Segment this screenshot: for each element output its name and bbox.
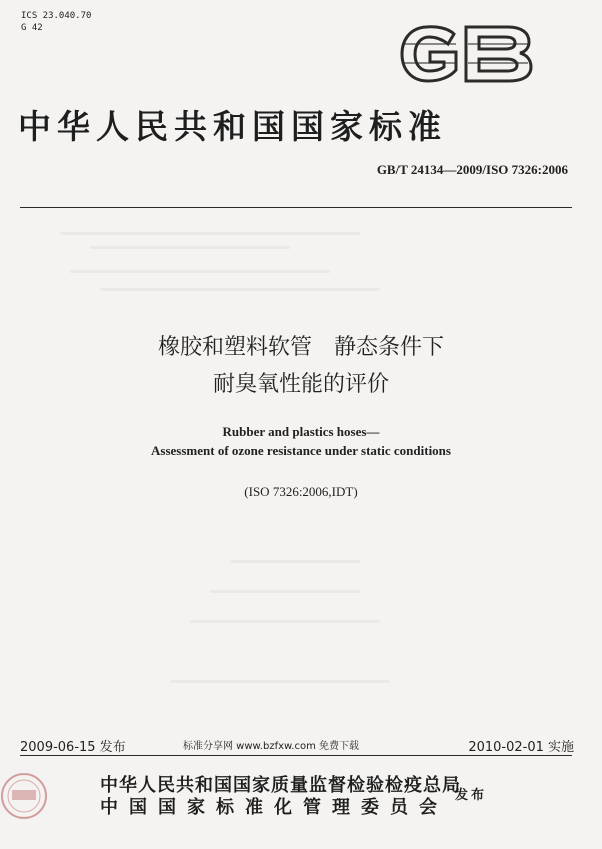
bleed-through-text bbox=[210, 590, 360, 593]
issuer-sac: 中国国家标准化管理委员会 bbox=[100, 797, 448, 818]
national-standard-title: 中华人民共和国国家标准 bbox=[18, 107, 447, 146]
bleed-through-text bbox=[230, 560, 360, 563]
issue-date: 2009-06-15 发布 bbox=[20, 740, 126, 755]
bleed-through-text bbox=[70, 270, 330, 273]
standard-number: GB/T 24134—2009/ISO 7326:2006 bbox=[376, 162, 568, 177]
footer-divider bbox=[20, 755, 572, 756]
title-cn-line1: 橡胶和塑料软管 静态条件下 bbox=[157, 335, 444, 360]
bleed-through-text bbox=[170, 680, 390, 683]
bleed-through-text bbox=[100, 288, 380, 291]
ics-code: ICS 23.040.70 bbox=[21, 11, 92, 21]
issue-label: 发布 bbox=[455, 788, 488, 803]
title-en-line1: Rubber and plastics hoses— bbox=[222, 424, 380, 439]
watermark-link[interactable]: 标准分享网 www.bzfxw.com 免费下载 bbox=[183, 741, 359, 752]
bleed-through-text bbox=[90, 246, 290, 249]
title-cn-line2: 耐臭氧性能的评价 bbox=[212, 372, 389, 397]
class-code: G 42 bbox=[21, 23, 43, 33]
gb-logo bbox=[396, 22, 536, 86]
issuer-aqsiq: 中华人民共和国国家质量监督检验检疫总局 bbox=[100, 775, 461, 796]
header-divider bbox=[20, 207, 572, 208]
implementation-date: 2010-02-01 实施 bbox=[468, 740, 574, 755]
title-en-line2: Assessment of ozone resistance under static conditions bbox=[151, 443, 451, 458]
publisher-seal-icon bbox=[0, 766, 52, 824]
iso-equivalence: (ISO 7326:2006,IDT) bbox=[244, 484, 358, 499]
bleed-through-text bbox=[60, 232, 360, 235]
classification-codes bbox=[21, 10, 91, 34]
bleed-through-text bbox=[190, 620, 380, 623]
